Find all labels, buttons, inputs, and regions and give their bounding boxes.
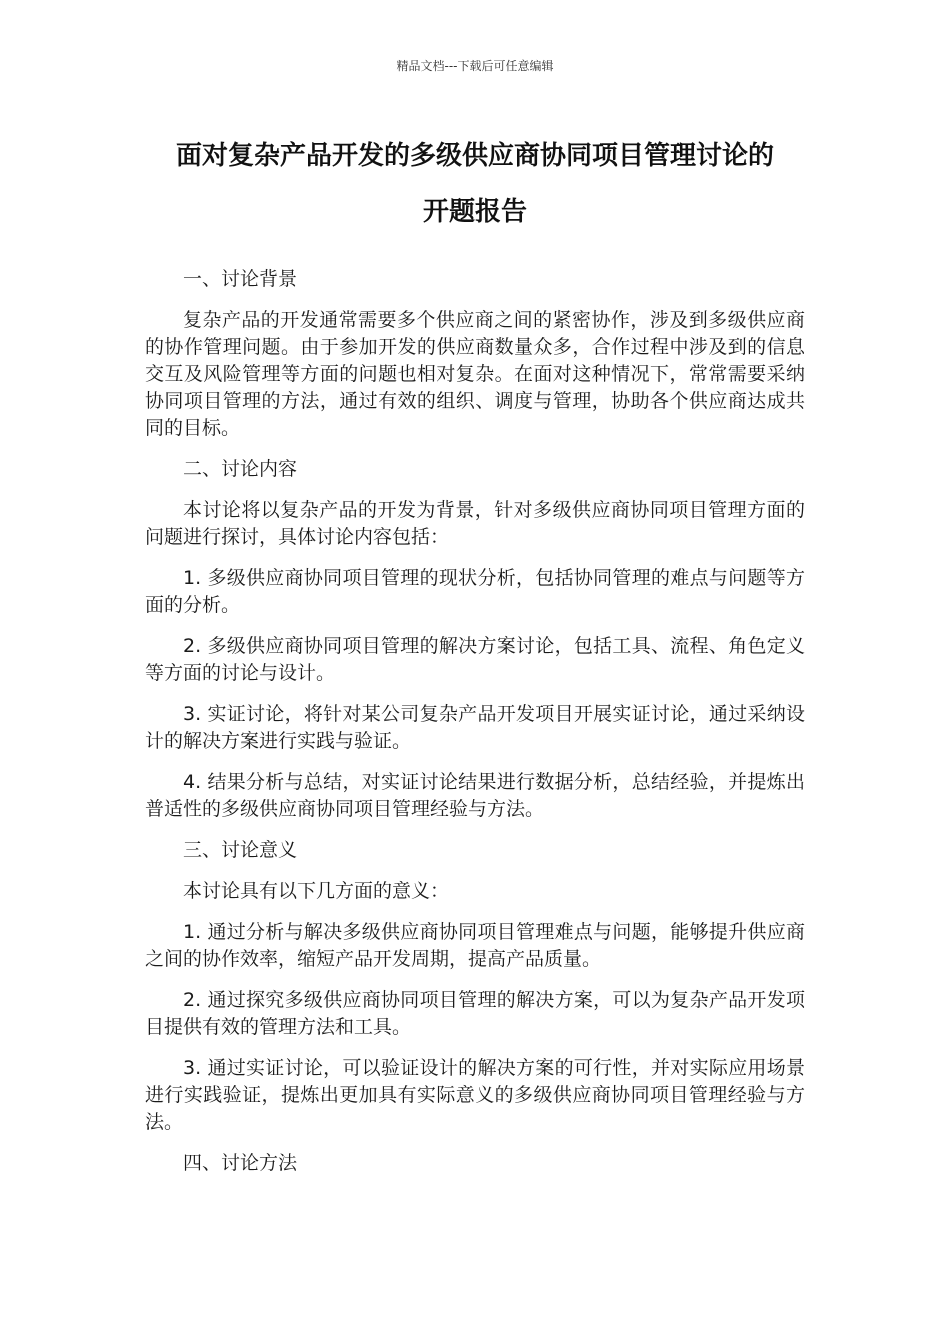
section-heading-method: 四、讨论方法 — [183, 1152, 298, 1174]
paragraph-content-intro: 本讨论将以复杂产品的开发为背景，针对多级供应商协同项目管理方面的问题进行探讨，具体讨论内容包括： — [145, 499, 805, 548]
section-heading-background: 一、讨论背景 — [183, 268, 298, 290]
list-item-significance-1: 1. 通过分析与解决多级供应商协同项目管理难点与问题，能够提升供应商之间的协作效率，缩短产品开发周期，提高产品质量。 — [145, 921, 805, 970]
list-item-content-2: 2. 多级供应商协同项目管理的解决方案讨论，包括工具、流程、角色定义等方面的讨论与设计。 — [145, 635, 805, 684]
paragraph-background: 复杂产品的开发通常需要多个供应商之间的紧密协作，涉及到多级供应商的协作管理问题。由于参加开发的供应商数量众多，合作过程中涉及到的信息交互及风险管理等方面的问题也相对复杂。在面对这种情况下，常常需要采纳协同项目管理的方法，通过有效的组织、调度与管理，协助各个供应商达成共同的目标。 — [145, 309, 805, 439]
title-line-1: 面对复杂产品开发的多级供应商协同项目管理讨论的 — [175, 141, 774, 171]
section-heading-content: 二、讨论内容 — [183, 458, 298, 480]
list-item-content-4: 4. 结果分析与总结，对实证讨论结果进行数据分析，总结经验，并提炼出普适性的多级供应商协同项目管理经验与方法。 — [145, 771, 805, 820]
paragraph-significance-intro: 本讨论具有以下几方面的意义： — [183, 880, 450, 902]
title-line-2: 开题报告 — [422, 197, 527, 227]
list-item-content-1: 1. 多级供应商协同项目管理的现状分析，包括协同管理的难点与问题等方面的分析。 — [145, 567, 805, 616]
document-body — [145, 266, 805, 1191]
list-item-content-3: 3. 实证讨论，将针对某公司复杂产品开发项目开展实证讨论，通过采纳设计的解决方案进行实践与验证。 — [145, 703, 805, 752]
list-item-significance-3: 3. 通过实证讨论，可以验证设计的解决方案的可行性，并对实际应用场景进行实践验证，提炼出更加具有实际意义的多级供应商协同项目管理经验与方法。 — [145, 1057, 805, 1133]
document-title — [130, 128, 820, 240]
list-item-significance-2: 2. 通过探究多级供应商协同项目管理的解决方案，可以为复杂产品开发项目提供有效的管理方法和工具。 — [145, 989, 805, 1038]
section-heading-significance: 三、讨论意义 — [183, 839, 298, 861]
header-note: 精品文档---下载后可任意编辑 — [396, 59, 554, 73]
